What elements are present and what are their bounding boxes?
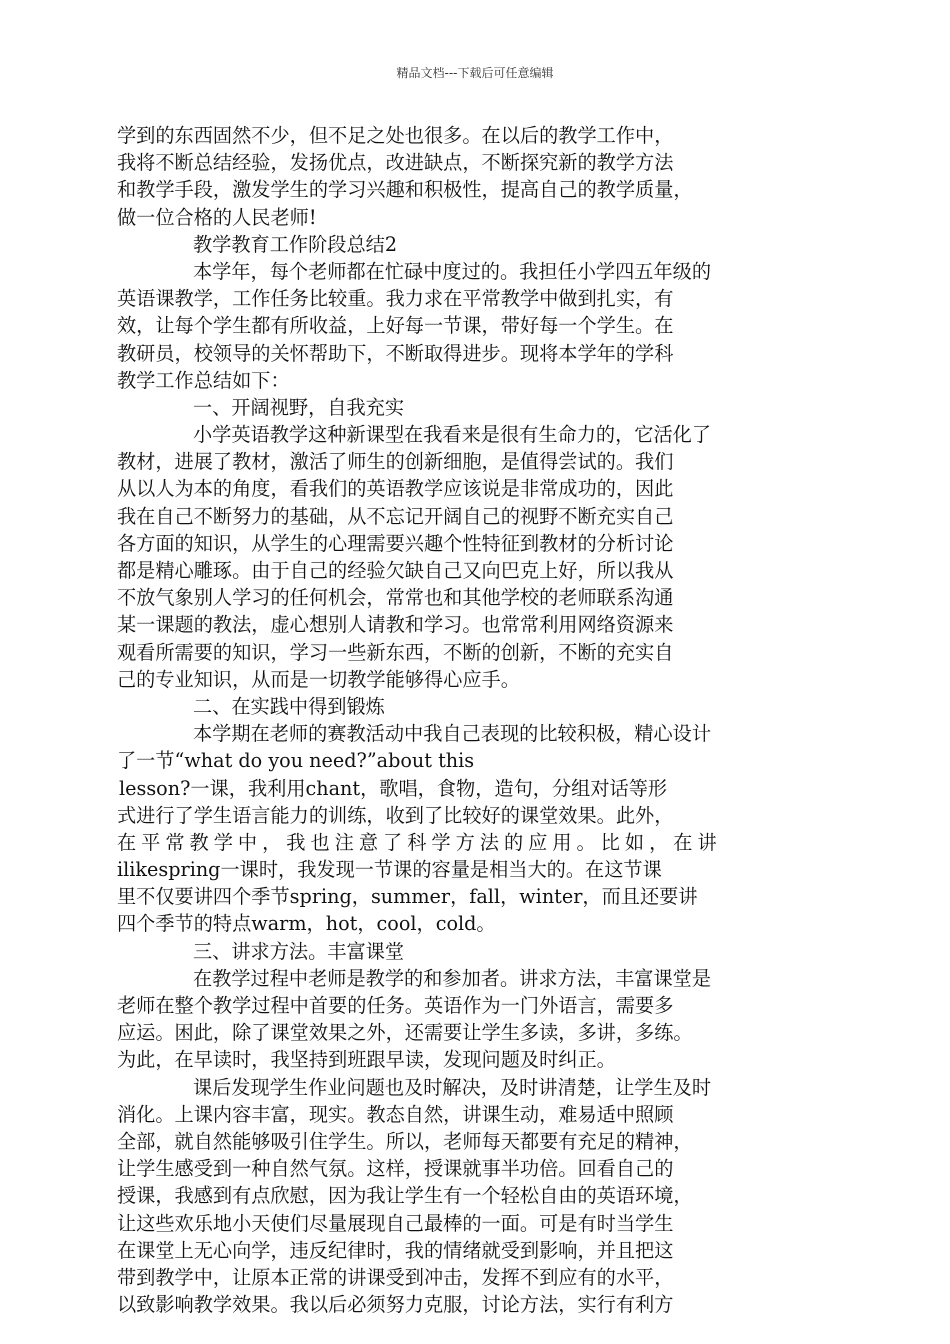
text-line: 在平常教学中，我也注意了科学方法的应用。比如，在讲 xyxy=(117,830,722,854)
text-line: 效，让每个学生都有所收益，上好每一节课，带好每一个学生。在 xyxy=(117,314,674,338)
text-line: 应运。困此，除了课堂效果之外，还需要让学生多读，多讲，多练。 xyxy=(117,1021,693,1045)
text-line: lesson?一课，我利用chant，歌唱，食物，造句，分组对话等形 xyxy=(119,776,668,800)
text-line: ilikespring一课时，我发现一节课的容量是相当大的。在这节课 xyxy=(117,858,662,882)
text-line: 都是精心雕琢。由于自己的经验欠缺自己又向巴克上好，所以我从 xyxy=(117,559,674,582)
text-line: 小学英语教学这种新课型在我看来是很有生命力的，它活化了 xyxy=(193,423,712,447)
text-line: 从以人为本的角度，看我们的英语教学应该说是非常成功的，因此 xyxy=(117,477,674,501)
page-header: 精品文档---下载后可任意编辑 xyxy=(396,66,554,80)
section-heading: 二、在实践中得到锻炼 xyxy=(193,694,385,718)
document-body xyxy=(117,122,807,1318)
text-line: 本学期在老师的赛教活动中我自己表现的比较积极，精心设计 xyxy=(193,722,712,746)
text-line: 各方面的知识，从学生的心理需要兴趣个性特征到教材的分析讨论 xyxy=(117,531,674,555)
text-line: 我将不断总结经验，发扬优点，改进缺点，不断探究新的教学方法 xyxy=(117,151,674,175)
section-heading: 一、开阔视野，自我充实 xyxy=(193,395,405,419)
text-line: 学到的东西固然不少，但不足之处也很多。在以后的教学工作中， xyxy=(117,124,674,147)
text-line: 全部，就自然能够吸引住学生。所以，老师每天都要有充足的精神， xyxy=(117,1129,693,1153)
text-line: 英语课教学，工作任务比较重。我力求在平常教学中做到扎实，有 xyxy=(117,287,674,311)
text-line: 四个季节的特点warm，hot，cool，cold。 xyxy=(117,912,496,936)
text-line: 不放气象别人学习的任何机会，常常也和其他学校的老师联系沟通 xyxy=(117,586,674,610)
text-line: 己的专业知识，从而是一切教学能够得心应手。 xyxy=(117,667,520,691)
text-line: 带到教学中，让原本正常的讲课受到冲击，发挥不到应有的水平， xyxy=(117,1265,674,1289)
text-line: 以致影响教学效果。我以后必须努力克服，讨论方法，实行有利方 xyxy=(117,1293,674,1317)
text-line: 我在自己不断努力的基础，从不忘记开阔自己的视野不断充实自己 xyxy=(117,504,674,528)
text-line: 课后发现学生作业问题也及时解决，及时讲清楚，让学生及时 xyxy=(193,1075,712,1099)
text-line: 本学年，每个老师都在忙碌中度过的。我担任小学四五年级的 xyxy=(193,259,712,283)
text-line: 和教学手段，激发学生的学习兴趣和积极性，提高自己的教学质量， xyxy=(117,178,693,202)
text-line: 了一节“what do you need?”about this xyxy=(117,749,475,773)
text-line: 观看所需要的知识，学习一些新东西，不断的创新，不断的充实自 xyxy=(117,640,674,664)
text-line: 为此，在早读时，我坚持到班跟早读，发现问题及时纠正。 xyxy=(117,1048,616,1072)
text-line: 授课，我感到有点欣慰，因为我让学生有一个轻松自由的英语环境， xyxy=(117,1184,693,1208)
text-line: 式进行了学生语言能力的训练，收到了比较好的课堂效果。此外， xyxy=(117,803,674,827)
text-line: 老师在整个教学过程中首要的任务。英语作为一门外语言，需要多 xyxy=(117,994,674,1017)
text-line: 在课堂上无心向学，违反纪律时，我的情绪就受到影响，并且把这 xyxy=(117,1238,674,1262)
section-title: 教学教育工作阶段总结2 xyxy=(193,232,398,256)
text-line: 教研员，校领导的关怀帮助下，不断取得进步。现将本学年的学科 xyxy=(117,341,674,365)
text-line: 里不仅要讲四个季节spring，summer，fall，winter，而且还要讲 xyxy=(117,885,698,909)
text-line: 消化。上课内容丰富，现实。教态自然，讲课生动，难易适中照顾 xyxy=(117,1102,674,1126)
text-line: 做一位合格的人民老师! xyxy=(117,205,317,229)
text-line: 某一课题的教法，虚心想别人请教和学习。也常常利用网络资源来 xyxy=(117,613,674,637)
text-line: 教材，进展了教材，激活了师生的创新细胞，是值得尝试的。我们 xyxy=(117,450,674,474)
text-line: 让这些欢乐地小天使们尽量展现自己最棒的一面。可是有时当学生 xyxy=(117,1211,674,1235)
text-line: 在教学过程中老师是教学的和参加者。讲求方法，丰富课堂是 xyxy=(193,966,712,990)
section-heading: 三、讲求方法。丰富课堂 xyxy=(193,939,405,963)
text-line: 教学工作总结如下： xyxy=(117,368,290,392)
text-line: 让学生感受到一种自然气氛。这样，授课就事半功倍。回看自己的 xyxy=(117,1157,674,1181)
